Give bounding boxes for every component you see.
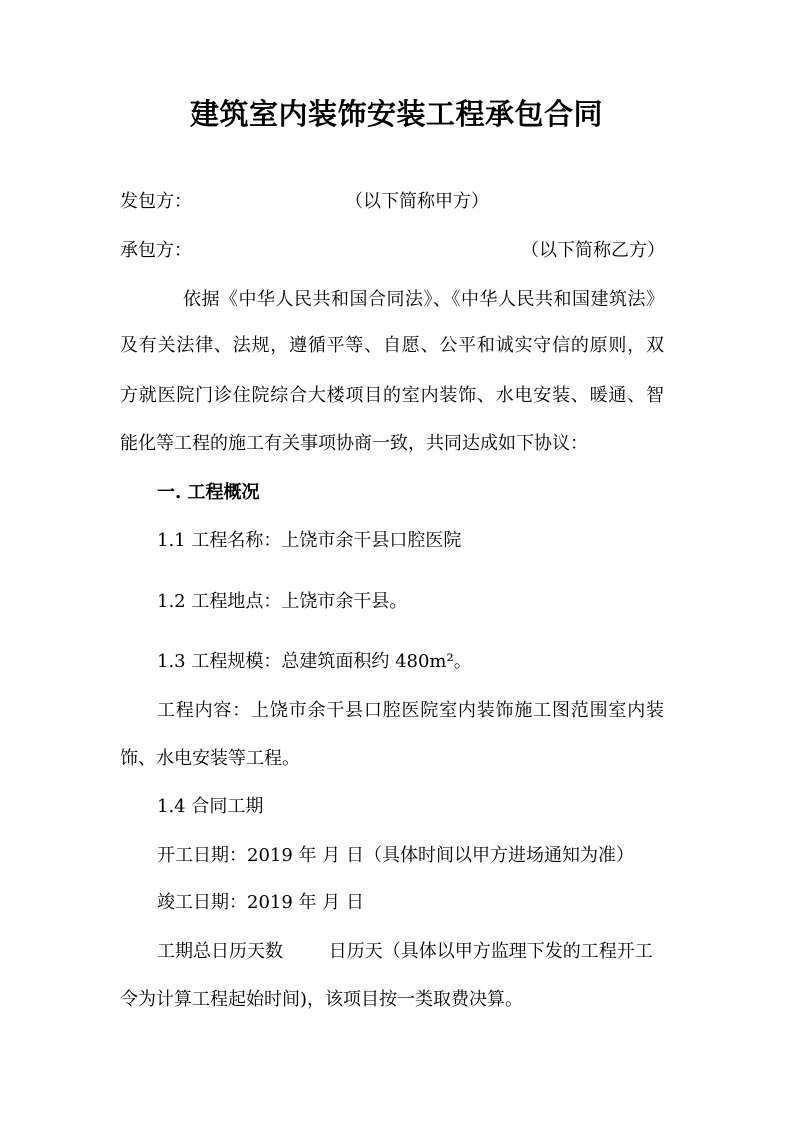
intro-line-1: 依据《中华人民共和国合同法》、《中华人民共和国建筑法》: [183, 289, 664, 310]
section-1-heading: 一. 工程概况: [157, 482, 260, 503]
item-1-2-project-location: 1.2 工程地点：上饶市余干县。: [157, 591, 408, 612]
contractor-label: 承包方：: [120, 240, 192, 261]
employer-note: （以下简称甲方）: [345, 191, 489, 212]
item-1-4-contract-period: 1.4 合同工期: [157, 796, 264, 817]
item-1-1-project-name: 1.1 工程名称：上饶市余干县口腔医院: [157, 530, 462, 551]
end-date: 竣工日期：2019 年 月 日: [157, 892, 364, 913]
duration-line-2: 令为计算工程起始时间)，该项目按一类取费决算。: [120, 989, 524, 1010]
intro-line-3: 方就医院门诊住院综合大楼项目的室内装饰、水电安装、暖通、智: [120, 385, 664, 406]
contractor-note: （以下简称乙方）: [521, 240, 665, 261]
contract-title: 建筑室内装饰安装工程承包合同: [189, 97, 603, 131]
project-content-line-1: 工程内容：上饶市余干县口腔医院室内装饰施工图范围室内装: [157, 700, 664, 721]
intro-line-2: 及有关法律、法规，遵循平等、自愿、公平和诚实守信的原则，双: [120, 335, 664, 356]
duration-line-1: 工期总日历天数 日历天（具体以甲方监理下发的工程开工: [157, 941, 653, 962]
employer-label: 发包方：: [120, 191, 192, 212]
project-content-line-2: 饰、水电安装等工程。: [120, 748, 300, 769]
start-date: 开工日期：2019 年 月 日（具体时间以甲方进场通知为准）: [157, 845, 634, 866]
intro-line-4: 能化等工程的施工有关事项协商一致，共同达成如下协议：: [120, 433, 588, 454]
item-1-3-project-scale: 1.3 工程规模：总建筑面积约 480m²。: [157, 651, 472, 672]
